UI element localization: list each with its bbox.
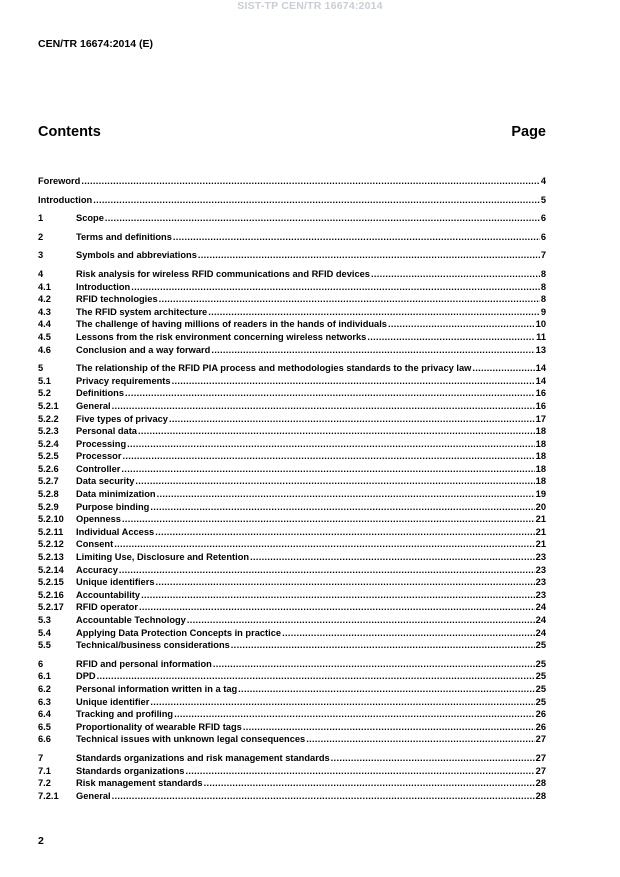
toc-entry-title: Standards organizations xyxy=(76,765,185,776)
toc-entry-title: Symbols and abbreviations xyxy=(76,250,197,261)
toc-entry[interactable] xyxy=(38,268,546,281)
toc-entry[interactable] xyxy=(38,375,546,388)
toc-entry[interactable] xyxy=(38,639,546,652)
toc-entry-title: Technical issues with unknown legal consequences xyxy=(76,734,306,745)
toc-entry-title: Personal information written in a tag xyxy=(76,683,238,694)
toc-entry[interactable] xyxy=(38,752,546,765)
toc-leader-dots xyxy=(141,589,535,602)
toc-entry-title: Purpose binding xyxy=(76,501,150,512)
toc-leader-dots xyxy=(122,450,534,463)
toc-leader-dots xyxy=(169,413,535,426)
toc-entry-title: Consent xyxy=(76,539,114,550)
toc-entry-page: 23 xyxy=(535,564,546,575)
toc-entry-page: 17 xyxy=(535,413,546,424)
toc-entry-page: 23 xyxy=(535,589,546,600)
toc-entry-number: 5.3 xyxy=(38,615,51,625)
toc-leader-dots xyxy=(157,488,535,501)
toc-entry-number: 5.5 xyxy=(38,640,51,651)
toc-entry-title: Introduction xyxy=(76,281,131,292)
toc-entry-page: 8 xyxy=(540,268,546,279)
toc-leader-dots xyxy=(250,551,535,564)
page-column-heading: Page xyxy=(511,124,546,140)
toc-entry-page: 26 xyxy=(535,721,546,732)
toc-entry-page: 8 xyxy=(540,294,546,305)
toc-entry[interactable] xyxy=(38,564,546,577)
toc-entry-number: 5.2.5 xyxy=(38,451,59,462)
toc-entry-number: 5.2.11 xyxy=(38,526,64,537)
toc-leader-dots xyxy=(185,765,534,778)
toc-entry-title: Risk management standards xyxy=(76,778,203,789)
toc-entry[interactable] xyxy=(38,463,546,476)
toc-entry-number: 5.2.4 xyxy=(38,438,59,449)
toc-entry-title: Limiting Use, Disclosure and Retention xyxy=(76,552,250,563)
toc-entry-title: Risk analysis for wireless RFID communications and RFID devices xyxy=(76,268,370,279)
toc-leader-dots xyxy=(81,175,539,188)
toc-leader-dots xyxy=(150,696,534,709)
toc-leader-dots xyxy=(155,526,534,539)
toc-entry-page: 18 xyxy=(535,463,546,474)
toc-entry[interactable] xyxy=(38,601,546,614)
toc-entry[interactable] xyxy=(38,450,546,463)
toc-entry-number: 4.6 xyxy=(38,344,51,355)
toc-leader-dots xyxy=(388,318,535,331)
toc-entry-number: 6.5 xyxy=(38,721,51,732)
toc-entry-page: 24 xyxy=(535,615,546,625)
toc-leader-dots xyxy=(243,721,535,734)
toc-entry-page: 25 xyxy=(535,696,546,707)
toc-entry-number: 5.2.16 xyxy=(38,589,64,600)
toc-leader-dots xyxy=(198,249,540,262)
toc-leader-dots xyxy=(127,438,535,451)
toc-entry-number: 7 xyxy=(38,752,44,763)
toc-entry-title: Proportionality of wearable RFID tags xyxy=(76,721,242,732)
toc-entry[interactable] xyxy=(38,733,546,746)
toc-entry-number: 2 xyxy=(38,231,44,242)
toc-entry-title: Applying Data Protection Concepts in practice xyxy=(76,627,282,638)
toc-leader-dots xyxy=(159,293,540,306)
toc-leader-dots xyxy=(150,501,534,514)
footer-page-number: 2 xyxy=(38,835,44,847)
toc-entry-number: 5.2.1 xyxy=(38,400,59,411)
toc-entry[interactable] xyxy=(38,475,546,488)
toc-entry[interactable] xyxy=(38,488,546,501)
toc-entry-title: General xyxy=(76,790,111,801)
toc-entry[interactable] xyxy=(38,344,546,357)
toc-leader-dots xyxy=(173,231,540,244)
toc-entry-page: 25 xyxy=(535,658,546,669)
toc-leader-dots xyxy=(97,670,535,683)
toc-leader-dots xyxy=(122,513,535,526)
toc-entry-title: Terms and definitions xyxy=(76,231,172,242)
toc-entry-page: 20 xyxy=(535,501,546,512)
toc-entry-title: Tracking and profiling xyxy=(76,709,174,720)
toc-entry-page: 6 xyxy=(540,231,546,242)
toc-entry-page: 23 xyxy=(535,552,546,563)
toc-entry-number: 5.2.6 xyxy=(38,463,59,474)
toc-entry-page: 18 xyxy=(535,451,546,462)
toc-entry-page: 9 xyxy=(540,306,546,317)
toc-entry-page: 25 xyxy=(535,683,546,694)
toc-entry-number: 6.4 xyxy=(38,709,51,720)
toc-entry-page: 14 xyxy=(535,363,546,374)
toc-entry[interactable] xyxy=(38,501,546,514)
toc-leader-dots xyxy=(138,425,535,438)
toc-entry[interactable] xyxy=(38,194,546,207)
toc-entry[interactable] xyxy=(38,614,546,627)
toc-entry[interactable] xyxy=(38,708,546,721)
toc-entry[interactable] xyxy=(38,438,546,451)
toc-leader-dots xyxy=(119,564,535,577)
toc-entry-page: 10 xyxy=(535,319,546,330)
toc-entry-title: Personal data xyxy=(76,426,137,437)
toc-entry[interactable] xyxy=(38,318,546,331)
toc-entry-title: Data security xyxy=(76,476,135,487)
toc-entry[interactable] xyxy=(38,400,546,413)
toc-leader-dots xyxy=(331,752,535,765)
toc-leader-dots xyxy=(105,212,540,225)
toc-entry-title: The challenge of having millions of readers in the hands of individuals xyxy=(76,319,387,330)
toc-entry-number: 5.2 xyxy=(38,388,51,399)
table-of-contents xyxy=(38,175,546,802)
toc-entry-number: 4.2 xyxy=(38,294,51,305)
toc-leader-dots xyxy=(238,683,534,696)
toc-entry-number: 4 xyxy=(38,268,44,279)
toc-entry[interactable] xyxy=(38,526,546,539)
toc-entry-page: 11 xyxy=(536,331,546,342)
toc-entry-title: Controller xyxy=(76,463,121,474)
toc-entry-title: Introduction xyxy=(38,194,93,205)
toc-entry-title: Standards organizations and risk management standards xyxy=(76,752,330,763)
toc-entry[interactable] xyxy=(38,425,546,438)
toc-entry-title: Lessons from the risk environment concerning wireless networks xyxy=(76,331,367,342)
toc-entry[interactable] xyxy=(38,249,546,262)
toc-entry-number: 7.2 xyxy=(38,778,51,789)
toc-entry-page: 13 xyxy=(535,344,546,355)
toc-entry[interactable] xyxy=(38,721,546,734)
toc-leader-dots xyxy=(131,281,540,294)
toc-entry[interactable] xyxy=(38,281,546,294)
toc-entry[interactable] xyxy=(38,513,546,526)
toc-entry-title: Unique identifiers xyxy=(76,577,155,588)
toc-entry-title: Unique identifier xyxy=(76,696,150,707)
toc-entry[interactable] xyxy=(38,306,546,319)
toc-leader-dots xyxy=(156,576,535,589)
toc-entry[interactable] xyxy=(38,175,546,188)
toc-leader-dots xyxy=(172,375,535,388)
toc-leader-dots xyxy=(211,344,534,357)
toc-entry-title: General xyxy=(76,400,111,411)
toc-entry[interactable] xyxy=(38,576,546,589)
toc-entry-page: 6 xyxy=(540,213,546,224)
toc-entry-page: 28 xyxy=(535,778,546,789)
toc-entry-title: The relationship of the RFID PIA process and methodologies standards to the privacy law xyxy=(76,363,472,374)
toc-leader-dots xyxy=(125,387,535,400)
toc-leader-dots xyxy=(174,708,535,721)
toc-leader-dots xyxy=(213,658,535,671)
toc-entry[interactable] xyxy=(38,231,546,244)
toc-entry-title: Technical/business considerations xyxy=(76,640,230,651)
toc-entry-page: 26 xyxy=(535,709,546,720)
toc-entry-title: DPD xyxy=(76,671,96,682)
toc-entry-title: Definitions xyxy=(76,388,125,399)
toc-entry-title: Processing xyxy=(76,438,127,449)
toc-entry-title: Data minimization xyxy=(76,489,156,500)
toc-leader-dots xyxy=(112,790,535,803)
toc-entry-number: 4.4 xyxy=(38,319,51,330)
toc-entry[interactable] xyxy=(38,212,546,225)
toc-entry[interactable] xyxy=(38,696,546,709)
toc-entry[interactable] xyxy=(38,670,546,683)
watermark: SIST-TP CEN/TR 16674:2014 xyxy=(237,0,383,12)
toc-leader-dots xyxy=(208,306,540,319)
toc-entry[interactable] xyxy=(38,413,546,426)
toc-entry-page: 21 xyxy=(535,539,546,550)
toc-entry-number: 6.3 xyxy=(38,696,51,707)
toc-entry[interactable] xyxy=(38,331,546,344)
toc-entry-number: 5 xyxy=(38,363,44,374)
toc-entry-number: 6.2 xyxy=(38,683,51,694)
toc-entry-title: Processor xyxy=(76,451,122,462)
toc-entry-page: 25 xyxy=(535,640,546,651)
document-id: CEN/TR 16674:2014 (E) xyxy=(38,38,153,50)
toc-entry-number: 7.1 xyxy=(38,765,51,776)
toc-entry[interactable] xyxy=(38,627,546,640)
toc-entry-title: Openness xyxy=(76,514,121,525)
toc-entry-page: 27 xyxy=(535,752,546,763)
toc-entry-number: 5.2.3 xyxy=(38,426,59,437)
toc-leader-dots xyxy=(472,362,534,375)
toc-entry-number: 5.2.13 xyxy=(38,552,64,563)
toc-entry[interactable] xyxy=(38,538,546,551)
toc-entry-title: Accountability xyxy=(76,589,141,600)
toc-entry-title: Scope xyxy=(76,213,104,224)
toc-entry-page: 21 xyxy=(535,526,546,537)
toc-entry-title: RFID operator xyxy=(76,602,138,613)
toc-leader-dots xyxy=(231,639,535,652)
toc-entry-number: 5.2.15 xyxy=(38,577,64,588)
toc-entry-page: 7 xyxy=(540,250,546,261)
toc-entry-page: 23 xyxy=(535,577,546,588)
toc-leader-dots xyxy=(139,601,535,614)
toc-entry-number: 4.3 xyxy=(38,306,51,317)
toc-entry-page: 16 xyxy=(535,400,546,411)
toc-entry-title: Individual Access xyxy=(76,526,155,537)
toc-entry[interactable] xyxy=(38,658,546,671)
toc-entry-number: 6 xyxy=(38,658,44,669)
toc-entry-page: 5 xyxy=(540,194,546,205)
toc-leader-dots xyxy=(204,777,535,790)
toc-entry-title: Accuracy xyxy=(76,564,118,575)
toc-entry-page: 24 xyxy=(535,602,546,613)
toc-entry-title: Five types of privacy xyxy=(76,413,168,424)
toc-entry-number: 1 xyxy=(38,213,44,224)
toc-entry-page: 24 xyxy=(535,627,546,638)
toc-entry-number: 5.2.9 xyxy=(38,501,59,512)
toc-entry-number: 5.1 xyxy=(38,375,51,386)
toc-entry-title: Foreword xyxy=(38,176,81,186)
toc-entry[interactable] xyxy=(38,683,546,696)
toc-entry-number: 5.2.14 xyxy=(38,564,64,575)
toc-entry-number: 6.6 xyxy=(38,734,51,745)
toc-entry[interactable] xyxy=(38,293,546,306)
toc-leader-dots xyxy=(93,194,540,207)
toc-entry-page: 21 xyxy=(535,514,546,525)
toc-entry-number: 5.4 xyxy=(38,627,51,638)
toc-entry-title: RFID technologies xyxy=(76,294,158,305)
toc-leader-dots xyxy=(306,733,534,746)
toc-leader-dots xyxy=(112,400,535,413)
toc-entry-number: 5.2.17 xyxy=(38,602,64,613)
toc-entry-page: 16 xyxy=(535,388,546,399)
toc-entry-title: Accountable Technology xyxy=(76,615,186,625)
toc-entry-page: 18 xyxy=(535,426,546,437)
toc-entry-page: 27 xyxy=(535,765,546,776)
toc-entry-number: 5.2.12 xyxy=(38,539,64,550)
contents-heading: Contents xyxy=(38,124,101,140)
toc-entry-page: 8 xyxy=(540,281,546,292)
toc-entry-title: The RFID system architecture xyxy=(76,306,208,317)
toc-leader-dots xyxy=(135,475,534,488)
toc-entry-title: Privacy requirements xyxy=(76,375,171,386)
toc-leader-dots xyxy=(367,331,535,344)
toc-entry-number: 4.1 xyxy=(38,281,51,292)
toc-leader-dots xyxy=(187,614,535,627)
toc-entry-page: 27 xyxy=(535,734,546,745)
toc-entry[interactable] xyxy=(38,589,546,602)
toc-entry-number: 5.2.7 xyxy=(38,476,59,487)
toc-entry[interactable] xyxy=(38,551,546,564)
toc-entry-number: 5.2.2 xyxy=(38,413,59,424)
toc-entry-page: 28 xyxy=(535,790,546,801)
toc-entry-number: 4.5 xyxy=(38,331,51,342)
toc-leader-dots xyxy=(282,627,535,640)
toc-entry-title: Conclusion and a way forward xyxy=(76,344,211,355)
toc-entry-page: 4 xyxy=(540,176,546,186)
toc-entry-page: 14 xyxy=(535,375,546,386)
toc-entry[interactable] xyxy=(38,777,546,790)
toc-entry-page: 19 xyxy=(535,489,546,500)
toc-entry-page: 18 xyxy=(535,438,546,449)
toc-entry-number: 6.1 xyxy=(38,671,51,682)
toc-entry-title: RFID and personal information xyxy=(76,658,212,669)
toc-entry-number: 5.2.10 xyxy=(38,514,64,525)
toc-leader-dots xyxy=(371,268,540,281)
toc-entry-page: 18 xyxy=(535,476,546,487)
toc-entry-number: 7.2.1 xyxy=(38,790,59,801)
toc-entry[interactable] xyxy=(38,765,546,778)
toc-entry[interactable] xyxy=(38,387,546,400)
toc-entry[interactable] xyxy=(38,362,546,375)
toc-entry-number: 3 xyxy=(38,250,44,261)
toc-entry-number: 5.2.8 xyxy=(38,489,59,500)
toc-leader-dots xyxy=(114,538,534,551)
toc-leader-dots xyxy=(121,463,534,476)
toc-entry-page: 25 xyxy=(535,671,546,682)
toc-entry[interactable] xyxy=(38,790,546,803)
